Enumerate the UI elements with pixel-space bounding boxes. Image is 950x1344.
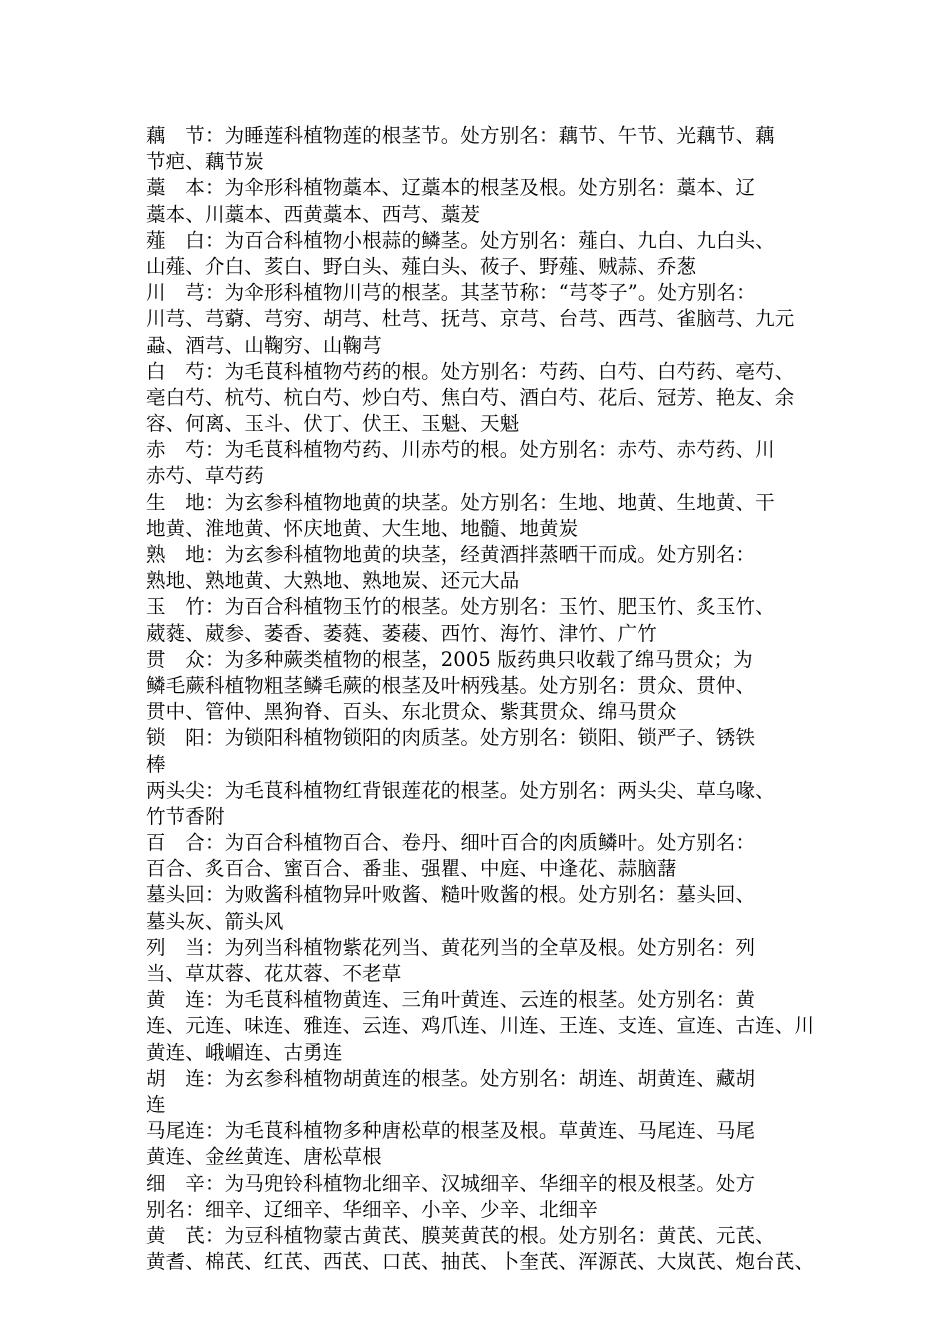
text-line: 川芎、芎藭、芎穷、胡芎、杜芎、抚芎、京芎、台芎、西芎、雀脑芎、九元 [146,307,795,331]
herb-entry [146,280,826,359]
text-line: 玉 竹：为百合科植物玉竹的根茎。处方别名：玉竹、肥玉竹、炙玉竹、 [146,595,775,619]
herb-entry [146,987,826,1066]
text-line: 黄 芪：为豆科植物蒙古黄芪、膜荚黄芪的根。处方别名：黄芪、元芪、 [146,1223,775,1247]
text-line: 黄耆、棉芪、红芪、西芪、口芪、抽芪、卜奎芪、浑源芪、大岚芪、炮台芪、 [146,1250,815,1274]
text-line: 容、何离、玉斗、伏丁、伏王、玉魁、天魁 [146,412,520,436]
text-line: 藕 节：为睡莲科植物莲的根茎节。处方别名：藕节、午节、光藕节、藕 [146,124,775,147]
text-line: 亳白芍、杭芍、杭白芍、炒白芍、焦白芍、酒白芍、花后、冠芳、艳友、余 [146,385,795,409]
text-line: 地黄、淮地黄、怀庆地黄、大生地、地髓、地黄炭 [146,516,579,540]
herb-entry [146,1171,826,1223]
text-line: 赤 芍：为毛茛科植物芍药、川赤芍的根。处方别名：赤芍、赤芍药、川 [146,438,775,462]
text-line: 赤芍、草芍药 [146,464,264,488]
herb-entry [146,490,826,542]
herb-entry [146,123,826,175]
text-line: 川 芎：为伞形科植物川芎的根茎。其茎节称：“芎苓子”。处方别名： [146,281,756,305]
text-line: 胡 连：为玄参科植物胡黄连的根茎。处方别名：胡连、胡黄连、藏胡 [146,1066,756,1090]
text-line: 熟地、熟地黄、大熟地、熟地炭、还元大品 [146,569,520,593]
document-body [146,123,826,1275]
text-line: 薤 白：为百合科植物小根蒜的鳞茎。处方别名：薤白、九白、九白头、 [146,228,775,252]
text-line: 列 当：为列当科植物紫花列当、黄花列当的全草及根。处方别名：列 [146,935,756,959]
text-line: 鳞毛蕨科植物粗茎鳞毛蕨的根茎及叶柄残基。处方别名：贯众、贯仲、 [146,673,756,697]
text-line: 墓头灰、箭头风 [146,909,284,933]
herb-entry [146,175,826,227]
herb-entry [146,1118,826,1170]
herb-entry [146,935,826,987]
herb-entry [146,359,826,438]
herb-entry [146,594,826,646]
herb-entry [146,830,826,882]
text-line: 黄连、峨嵋连、古勇连 [146,1040,343,1064]
herb-entry [146,542,826,594]
text-line: 细 辛：为马兜铃科植物北细辛、汉城细辛、华细辛的根及根茎。处方 [146,1171,756,1195]
text-line: 藁 本：为伞形科植物藁本、辽藁本的根茎及根。处方别名：藁本、辽 [146,176,756,200]
herb-entry [146,778,826,830]
text-line: 马尾连：为毛茛科植物多种唐松草的根茎及根。草黄连、马尾连、马尾 [146,1119,756,1143]
text-line: 贯 众：为多种蕨类植物的根茎，2005 版药典只收载了绵马贯众；为 [146,647,753,671]
text-line: 山薤、介白、荄白、野白头、薤白头、莜子、野薤、贼蒜、乔葱 [146,254,697,278]
herb-entry [146,725,826,777]
text-line: 生 地：为玄参科植物地黄的块茎。处方别名：生地、地黄、生地黄、干 [146,490,775,514]
text-line: 墓头回：为败酱科植物异叶败酱、糙叶败酱的根。处方别名：墓头回、 [146,883,756,907]
text-line: 熟 地：为玄参科植物地黄的块茎，经黄酒拌蒸晒干而成。处方别名： [146,543,756,566]
text-line: 白 芍：为毛茛科植物芍药的根。处方别名：芍药、白芍、白芍药、亳芍、 [146,359,795,383]
text-line: 黄连、金丝黄连、唐松草根 [146,1145,382,1169]
text-line: 蝨、酒芎、山鞠穷、山鞠芎 [146,333,382,357]
text-line: 棒 [146,752,166,776]
text-line: 百合、炙百合、蜜百合、番韭、强瞿、中庭、中逢花、蒜脑藷 [146,857,677,881]
text-line: 葳蕤、葳参、萎香、萎蕤、萎薐、西竹、海竹、津竹、广竹 [146,621,657,645]
herb-entry-list [146,123,826,1275]
herb-entry [146,1223,826,1275]
text-line: 连 [146,1092,166,1116]
herb-entry [146,647,826,726]
text-line: 贯中、管仲、黑狗脊、百头、东北贯众、紫萁贯众、绵马贯众 [146,700,677,724]
text-line: 节疤、藕节炭 [146,150,264,174]
text-line: 百 合：为百合科植物百合、卷丹、细叶百合的肉质鳞叶。处方别名： [146,831,756,855]
text-line: 黄 连：为毛茛科植物黄连、三角叶黄连、云连的根茎。处方别名：黄 [146,988,756,1012]
text-line: 锁 阳：为锁阳科植物锁阳的肉质茎。处方别名：锁阳、锁严子、锈铁 [146,726,756,750]
herb-entry [146,882,826,934]
text-line: 连、元连、味连、雅连、云连、鸡爪连、川连、王连、支连、宣连、古连、川 [146,1014,815,1038]
text-line: 别名：细辛、辽细辛、华细辛、小辛、少辛、北细辛 [146,1197,598,1221]
text-line: 当、草苁蓉、花苁蓉、不老草 [146,962,402,985]
herb-entry [146,437,826,489]
herb-entry [146,1066,826,1118]
herb-entry [146,228,826,280]
text-line: 两头尖：为毛茛科植物红背银莲花的根茎。处方别名：两头尖、草乌喙、 [146,778,775,802]
text-line: 藁本、川藁本、西黄藁本、西芎、藁茇 [146,202,481,226]
text-line: 竹节香附 [146,804,225,828]
